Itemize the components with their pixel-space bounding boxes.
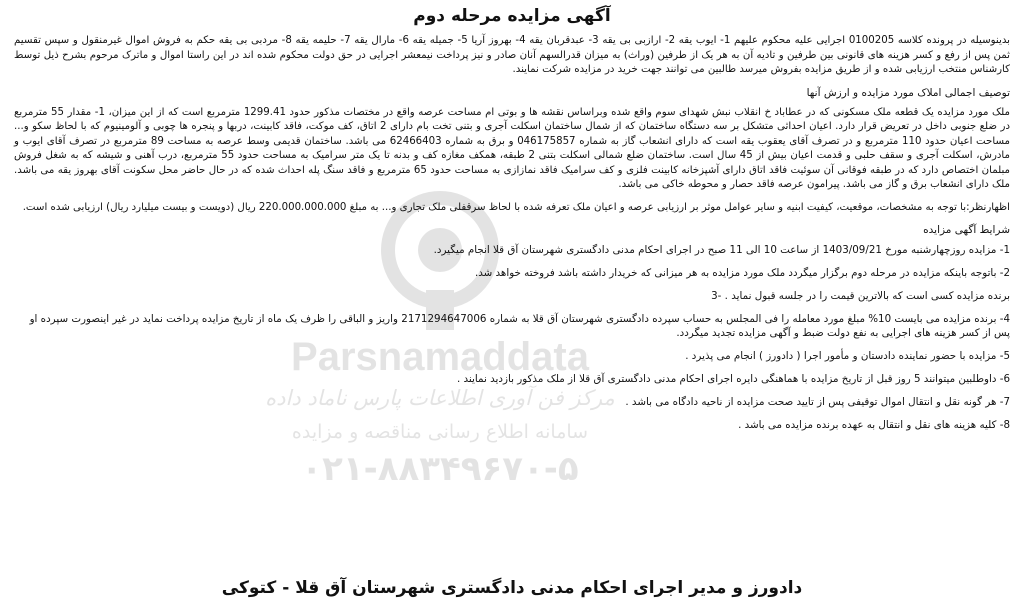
watermark-line1: مرکز فن آوری اطلاعات پارس ناماد داده (265, 386, 615, 410)
notice-document (10, 6, 1014, 441)
watermark-brand: Parsnamaddata (291, 335, 589, 379)
condition-item: 8- کلیه هزینه های نقل و انتقال به عهده برنده مزایده می باشد . (738, 419, 1010, 431)
condition-item: 2- باتوجه باینکه مزایده در مرحله دوم برگزار میگردد ملک مورد مزایده به هر میزانی که خریدار داشته باشد فروخته خواهد شد. (474, 267, 1010, 279)
watermark-line2: سامانه اطلاع رسانی مناقصه و مزایده (291, 421, 589, 443)
condition-item: 1- مزایده روزچهارشنبه مورخ 1403/09/21 از ساعت 10 الی 11 صبح در اجرای احکام مدنی دادگستری شهرستان آق قلا انجام میگیرد. (433, 244, 1010, 256)
conditions-list (10, 243, 1014, 432)
valuation-paragraph: اظهارنظر:با توجه به مشخصات، موقعیت، کیفیت ابنیه و سایر عوامل موثر بر ارزیابی عرصه و اعیان ملک تعرفه شده با لحاظ سرقفلی ملک تجاری و... به مبلغ 220.000.000.000 ریال (دویست و بیست میلیارد ریال) ارزیابی شده است. (22, 201, 1010, 213)
conditions-heading: شرایط آگهی مزایده (923, 224, 1010, 236)
condition-item: 5- مزایده با حضور نماینده دادستان و مأمور اجرا ( دادورز ) انجام می پذیرد . (685, 350, 1010, 362)
property-description: ملک مورد مزایده یک قطعه ملک مسکونی که در عطاباد خ انقلاب نبش شهدای سوم واقع شده وبراساس نقشه ها و بوتی ام مساحت عرصه واقع در مختصات مذکور حدود 1299.41 مترمربع است که از این میزان، 1- مقدار 55 مترمربع در ضلع جنوبی داخل در تعریض قرار دارد. اعیان احداثی متشکل بر سه دستگاه ساختمان که از شمال ساختمان اسکلت آجری و بتنی تخت بام دارای 2 اتاق، کف موکت، فاقد کابینت، دربها و پنجره ها چوبی و آلومینیوم که با لحاظ سکو و... مساحت اعیان حدود 110 مترمربع و در تصرف آقای یعقوب یقه است که دارای انشعاب گاز به شماره 046175857 و برق به شماره 62466403 می باشد. ساختمان قدیمی وسط عرصه به مساحت 89 مترمربع در تصرف آقای ایوب و مادرش، اسکلت آجری و سقف حلبی و قدمت اعیان بیش از 45 سال است. ساختمان ضلع شمالی اسکلت بتنی 2 طبقه، همکف مغازه کف و بدنه تا یک متر سرامیک به مساحت حدود 55 مترمربع، درب آهنی و شیشه که به شغل فروش مبلمان اختصاص دارد که در طبقه فوقانی آن سوئیت فاقد اتاق دارای آشپزخانه کابینت فلزی و کف سرامیک فاقد نمازازی به مساحت حدود 65 مترمربع و فاقد سنگ پله احداث شده که در حال حاضر محل سکونت آقای بهروز یقه می باشد. ملک دارای انشعاب برق و گاز می باشد. پیرامون عرصه فاقد حصار و محوطه خاکی می باشد. (14, 106, 1011, 190)
property-section-heading: توصیف اجمالی املاک مورد مزایده و ارزش آنها (806, 86, 1010, 99)
intro-paragraph: بدینوسیله در پرونده کلاسه 0100205 اجرایی علیه محکوم علیهم 1- ایوب یقه 2- ارازبی بی یقه 3- عبدقربان یقه 4- بهروز آریا 5- جمیله یقه 6- مارال یقه 7- حلیمه یقه 8- مردبی بی یقه حکم به فروش اموال غیرمنقول و سپس تقسیم ثمن پس از رفع و کسر هزینه های قانونی بین طرفین و تادیه آن به هر یک از طرفین (وراث) به میزان قدرالسهم آنان صادر و نیز پرداخت نیمعشر اجرایی در حق دولت محکوم شده اند در این راستا اموال و ماترک مرحوم بشرح ذیل توسط کارشناس منتخب ارزیابی شده و از طریق مزایده بفروش میرسد طالبین می توانند جهت خرید در مزایده شرکت نمایند. (14, 35, 1010, 75)
page-title: آگهی مزایده مرحله دوم (413, 6, 611, 26)
condition-item: 6- داوطلبین میتوانند 5 روز قبل از تاریخ مزایده با هماهنگی دایره اجرای احکام مدنی دادگستری آق قلا از ملک مذکور بازدید نمایند . (456, 373, 1010, 385)
signature-footer: دادورز و مدیر اجرای احکام مدنی دادگستری شهرستان آق قلا - کتوکی (221, 578, 803, 598)
condition-item: 7- هر گونه نقل و انتقال اموال توقیفی پس از تایید صحت مزایده از ناحیه دادگاه می باشد . (625, 396, 1010, 408)
condition-item: برنده مزایده کسی است که بالاترین قیمت را در جلسه قبول نماید . -3 (711, 290, 1010, 302)
watermark-phone: ۰۲۱-۸۸۳۴۹۶۷۰-۵ (301, 449, 579, 489)
condition-item: 4- برنده مزایده می بایست 10% مبلغ مورد معامله را فی المجلس به حساب سپرده دادگستری شهرستان آق قلا به شماره 2171294647006 واریز و الباقی را ظرف یک ماه از تاریخ مزایده پرداخت نماید در غیر اینصورت سپرده او پس از کسر هزینه های اجرایی به نفع دولت ضبط و آگهی مزایده تجدید میگردد. (29, 313, 1010, 339)
